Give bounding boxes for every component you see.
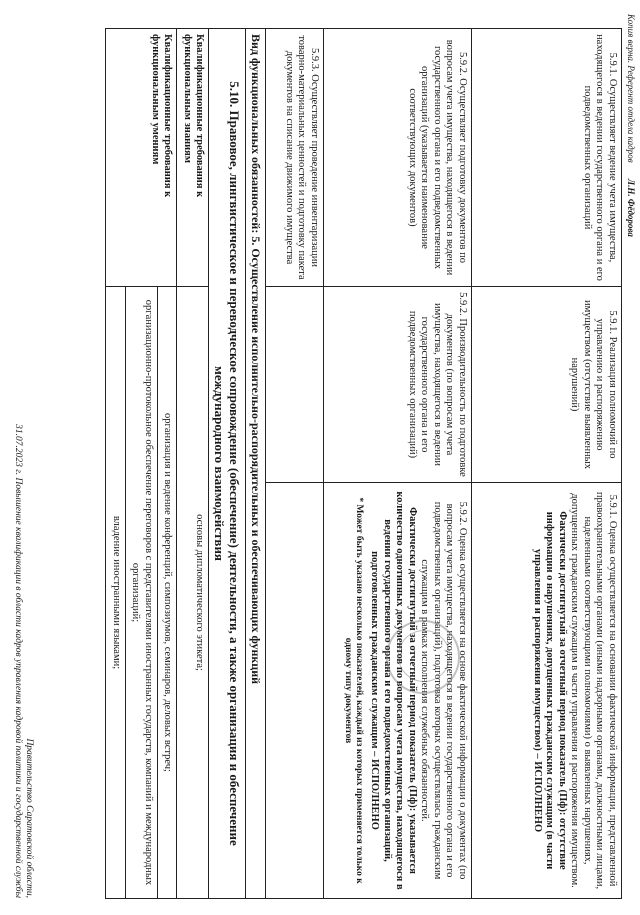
- indicator-cell: 5.9.2. Производительность по подготовке документов (по вопросам учета имущества, находящегося в ведении государственного органа и его подведомственных организаций): [324, 287, 472, 483]
- section-row: [209, 29, 246, 899]
- table-row: [324, 29, 472, 899]
- qual-row: [177, 29, 209, 899]
- qual-row: [158, 29, 178, 899]
- qual-label: Квалификационные требования к функциональным знаниям: [177, 29, 209, 287]
- official-stamp: [386, 620, 460, 694]
- result-cell: [324, 483, 472, 899]
- section-title: 5.10. Правовое, лингвистическое и переводческое сопровождение (обеспечение) деятельности, а также организация и обеспечение международного взаимодействия: [209, 29, 246, 899]
- page-header: [12, 18, 34, 898]
- func-cell: 5.9.3. Осуществляет проведение инвентаризации товарно-материальных ценностей и подготовку пакета документов на списание движимого имущества: [266, 29, 324, 287]
- qual-label: Квалификационные требования к функциональным умениям: [106, 29, 177, 287]
- indicator-cell: [266, 287, 324, 483]
- result-text: 5.9.1. Оценка осуществляется на основании фактической информации, представленной правоохранительными органами (иными надзорными органами, должностными лицами, наделенными соответствующими полномочиями) о выявленных нарушениях, допущенных гражданским служащим в части управления и распоряжения имуществом.: [569, 491, 618, 890]
- result-cell: [266, 483, 324, 899]
- qual-item: владение иностранными языками;: [106, 287, 126, 899]
- result-achieved: Фактически достигнутый за отчетный период показатель (Пф): указывается количество однотипных документов по вопросам учета имущества, находящегося в ведении государственного органа и его подведомственных организаций, подготовленных гражданским служащим – ИСПОЛНЕНО: [369, 491, 418, 890]
- table-row: [266, 29, 324, 899]
- header-line-course: 31.07.2023 г. Повышение квалификации в области кадров управления кадровой политики и государственной службы: [13, 424, 23, 898]
- copy-certification-text: Копия верна. Референт отдела кадров: [626, 14, 636, 163]
- result-note: * Может быть указано несколько показателей, каждый из которых применяется только к одному типу документов: [343, 497, 364, 884]
- header-line-org: Правительство Саратовской области,: [24, 738, 34, 898]
- vid-label: Вид функциональных обязанностей: 5. Осуществление исполнительно-распорядительных и обеспечивающих функций: [246, 29, 266, 899]
- qual-item: организационно-протокольное обеспечение переговоров с представителями иностранных государств, компаний и международных организаций;: [126, 287, 158, 899]
- result-achieved: Фактически достигнутый за отчетный период показатель (Пф): отсутствие информации о нарушениях, допущенных гражданским служащим (в части управления и распоряжения имуществом) – ИСПОЛНЕНО: [532, 511, 568, 870]
- result-text: 5.9.2. Оценка осуществляется на основе фактической информации о документах (по вопросам учета имущества, находящегося в ведении государственного органа и его подведомственных организаций), подготовка которых осуществлялась гражданским служащим в рамках исполнения служебных обязанностей.: [419, 501, 468, 880]
- qual-item: основы дипломатического этикета;: [177, 287, 209, 899]
- table-row: [472, 29, 622, 899]
- func-cell: 5.9.1. Осуществляет ведение учета имущества, находящегося в ведении государственного органа и его подведомственных организаций: [472, 29, 622, 287]
- vid-row: [246, 29, 266, 899]
- result-cell: [472, 483, 622, 899]
- qual-item: организация и ведение конференций, симпозиумов, семинаров, деловых встреч;: [158, 287, 178, 899]
- signature-name: Л.Н. Фёдорова: [626, 178, 636, 237]
- func-cell: 5.9.2. Осуществляет подготовку документов по вопросам учета имущества, находящегося в ведении государственного органа и его подведомственных организаций (указывается наименование соответствующих документов): [324, 29, 472, 287]
- copy-certification: [626, 14, 636, 237]
- indicator-cell: 5.9.1. Реализация полномочий по управлению и распоряжению имуществом (отсутствие выявленных нарушений): [472, 287, 622, 483]
- functions-table: [106, 28, 623, 899]
